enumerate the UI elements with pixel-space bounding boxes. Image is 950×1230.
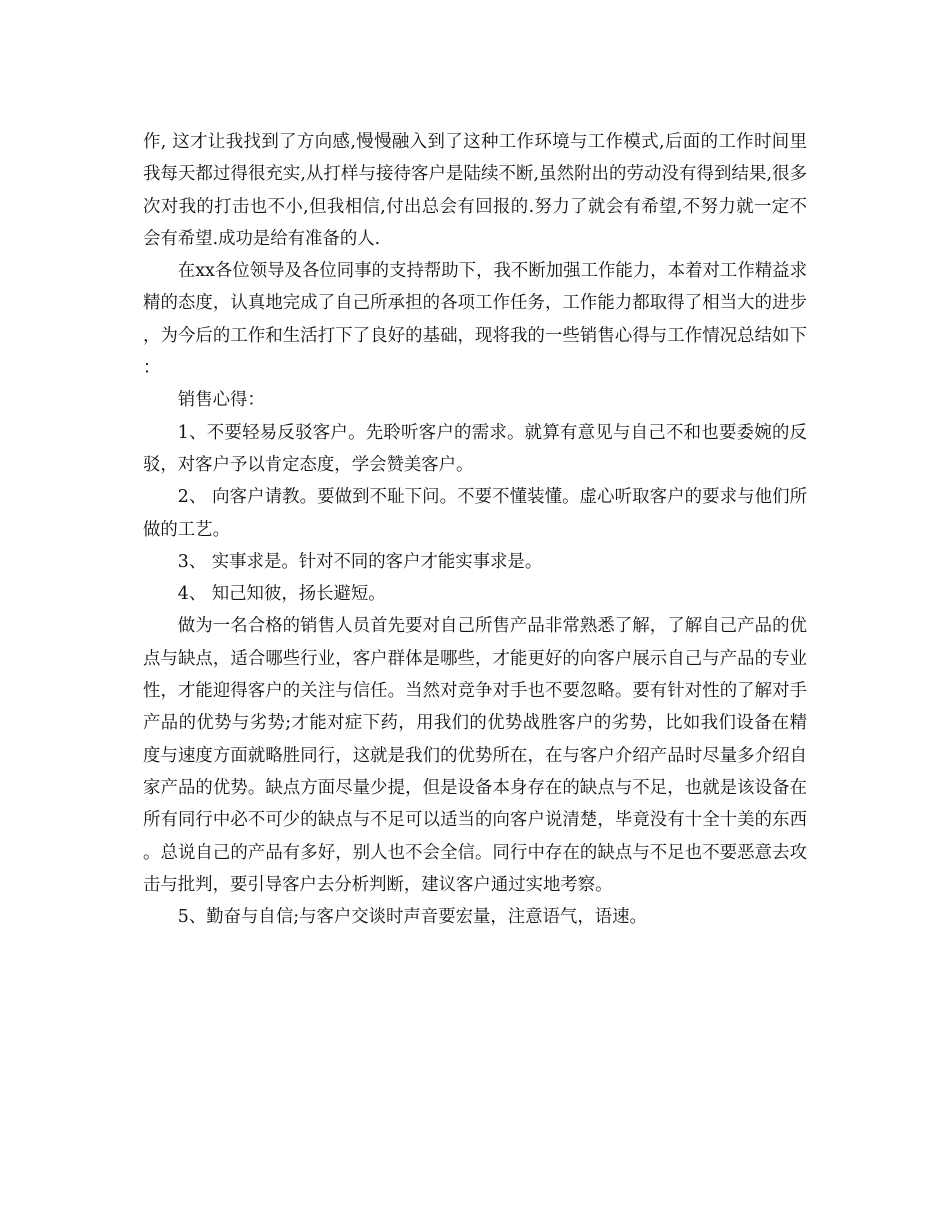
list-item-4: 4、 知己知彼，扬长避短。 xyxy=(177,584,386,605)
section-heading-sales-experience: 销售心得： xyxy=(177,390,265,411)
document-body xyxy=(143,126,807,933)
list-item-3: 3、 实事求是。针对不同的客户才能实事求是。 xyxy=(177,551,543,572)
paragraph-continuation: 作, 这才让我找到了方向感,慢慢融入到了这种工作环境与工作模式,后面的工作时间里我每天都过得很充实,从打样与接待客户是陆续不断,虽然附出的劳动没有得到结果,很多次对我的打击也不小,但我相信,付出总会有回报的.努力了就会有希望,不努力就一定不会有希望.成功是给有准备的人. xyxy=(143,132,807,249)
list-item-1: 1、不要轻易反驳客户。先聆听客户的需求。就算有意见与自己不和也要委婉的反驳，对客户予以肯定态度，学会赞美客户。 xyxy=(143,422,807,475)
list-item-5: 5、勤奋与自信;与客户交谈时声音要宏量，注意语气，语速。 xyxy=(177,907,647,928)
list-item-2: 2、 向客户请教。要做到不耻下问。不要不懂装懂。虚心听取客户的要求与他们所做的工艺。 xyxy=(143,487,807,540)
paragraph-intro: 在xx各位领导及各位同事的支持帮助下，我不断加强工作能力，本着对工作精益求精的态度，认真地完成了自己所承担的各项工作任务，工作能力都取得了相当大的进步，为今后的工作和生活打下了良好的基础，现将我的一些销售心得与工作情况总结如下： xyxy=(143,261,807,379)
paragraph-product-knowledge: 做为一名合格的销售人员首先要对自己所售产品非常熟悉了解，了解自己产品的优点与缺点，适合哪些行业，客户群体是哪些，才能更好的向客户展示自己与产品的专业性，才能迎得客户的关注与信任。当然对竞争对手也不要忽略。要有针对性的了解对手产品的优势与劣势;才能对症下药，用我们的优势战胜客户的劣势，比如我们设备在精度与速度方面就略胜同行，这就是我们的优势所在，在与客户介绍产品时尽量多介绍自家产品的优势。缺点方面尽量少提，但是设备本身存在的缺点与不足，也就是该设备在所有同行中必不可少的缺点与不足可以适当的向客户说清楚，毕竟没有十全十美的东西。总说自己的产品有多好，别人也不会全信。同行中存在的缺点与不足也不要恶意去攻击与批判，要引导客户去分析判断，建议客户通过实地考察。 xyxy=(143,616,807,895)
